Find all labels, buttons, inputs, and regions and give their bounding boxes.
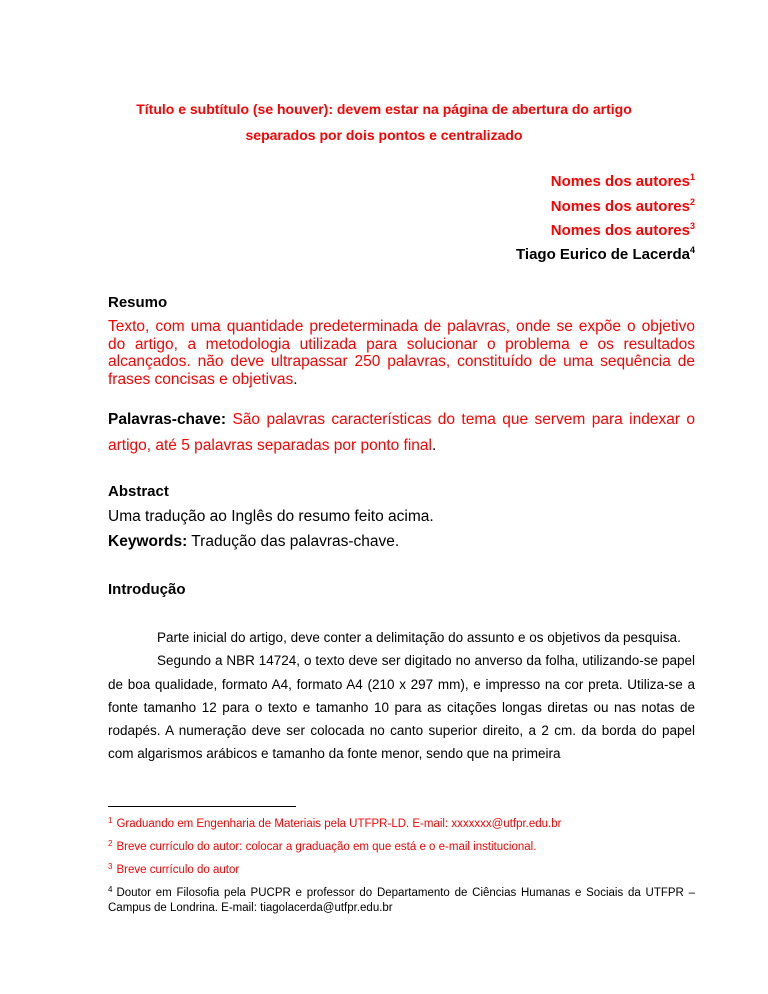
footnote-ref: 4 (689, 245, 695, 255)
footnote-number: 3 (108, 862, 113, 871)
footnote-number: 4 (108, 885, 113, 894)
resumo-heading: Resumo (108, 294, 168, 311)
footnote-ref: 2 (689, 197, 695, 207)
author-3 (551, 222, 695, 239)
footnote-separator (108, 806, 296, 807)
palavras-chave-end: . (432, 437, 437, 454)
author-2 (551, 198, 695, 215)
introducao-body (108, 626, 695, 766)
keywords-text: Tradução das palavras-chave. (191, 533, 400, 550)
footnote-number: 2 (108, 839, 113, 848)
article-title (108, 96, 660, 148)
footnote-text: Graduando em Engenharia de Materiais pela UTFPR-LD. E-mail: xxxxxxx@utfpr.edu.br (116, 818, 562, 830)
author-4 (516, 246, 695, 263)
author-1 (551, 173, 695, 190)
footnote-number: 1 (108, 816, 113, 825)
footnote-text: Breve currículo do autor (116, 864, 240, 876)
paragraph: Parte inicial do artigo, deve conter a delimitação do assunto e os objetivos da pesquisa. (157, 630, 681, 645)
abstract-heading: Abstract (108, 483, 169, 500)
author-name: Nomes dos autores (550, 222, 690, 239)
footnote-text: Breve currículo do autor: colocar a graduação em que está e o e-mail institucional. (116, 841, 537, 853)
author-name: Tiago Eurico de Lacerda (516, 246, 690, 263)
footnote-4 (108, 886, 695, 916)
author-name: Nomes dos autores (550, 173, 690, 190)
author-name: Nomes dos autores (550, 198, 690, 215)
paragraph: Segundo a NBR 14724, o texto deve ser digitado no anverso da folha, utilizando-se papel de boa qualidade, formato A4, formato A4 (210 x 297 mm), e impresso na cor preta. Utiliza-se a fonte tamanho 12 para o texto e tamanho 10 para as citações longas diretas ou nas notas de rodapés. A numeração deve ser colocada no canto superior direito, a 2 cm. da borda do papel com algarismos arábicos e tamanho da fonte menor, sendo que na primeira (108, 653, 695, 762)
palavras-chave-label: Palavras-chave: (108, 411, 227, 428)
title-line-2: separados por dois pontos e centralizado (245, 127, 523, 143)
palavras-chave (108, 407, 695, 459)
footnote-ref: 3 (689, 221, 695, 231)
keywords-line (108, 533, 695, 551)
footnote-2 (108, 840, 695, 855)
resumo-text (108, 318, 695, 388)
footnote-text: Doutor em Filosofia pela PUCPR e professor do Departamento de Ciências Humanas e Sociais da UTFPR – Campus de Londrina. E-mail: tiagolacerda@utfpr.edu.br (108, 887, 695, 914)
footnote-1 (108, 817, 695, 832)
palavras-chave-text: São palavras características do tema que servem para indexar o artigo, até 5 palavras separadas por ponto final (108, 411, 695, 454)
resumo-body: Texto, com uma quantidade predeterminada de palavras, onde se expõe o objetivo do artigo, a metodologia utilizada para solucionar o problema e os resultados alcançados. não deve ultrapassar 250 palavras, constituído de uma sequência de frases concisas e objetivas (108, 318, 695, 388)
footnote-ref: 1 (689, 172, 695, 182)
abstract-text: Uma tradução ao Inglês do resumo feito acima. (108, 508, 434, 525)
footnote-3 (108, 863, 695, 878)
keywords-label: Keywords: (108, 533, 188, 550)
resumo-end: . (293, 370, 298, 388)
introducao-heading: Introdução (108, 581, 186, 598)
title-line-1: Título e subtítulo (se houver): devem estar na página de abertura do artigo (136, 101, 632, 117)
